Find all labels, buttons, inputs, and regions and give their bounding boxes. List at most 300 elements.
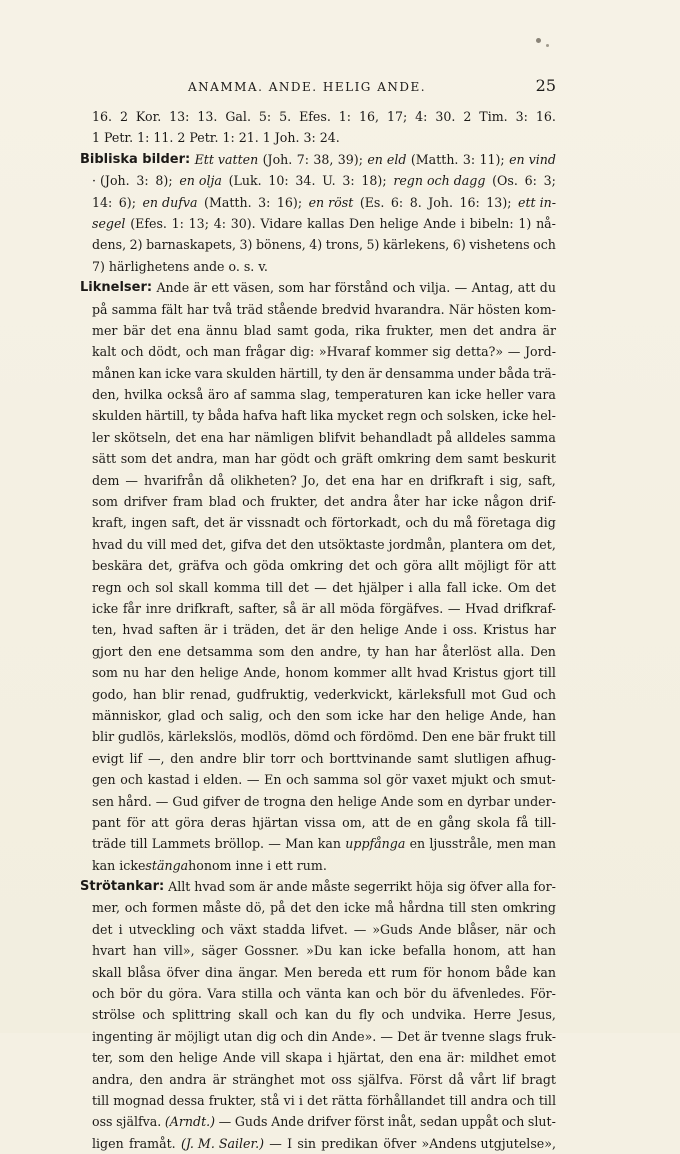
word: i [443, 622, 448, 638]
word: Först [409, 1071, 443, 1087]
word: regn och dagg [393, 173, 486, 189]
word: har [534, 622, 556, 638]
word: honom inne i ett rum. [188, 857, 327, 873]
word: det [150, 322, 172, 338]
word: må [453, 515, 473, 531]
word: gör [386, 772, 408, 788]
word: alla. [497, 643, 525, 659]
word: har [389, 707, 411, 723]
word: alldeles [456, 429, 506, 445]
word: 7: [296, 151, 309, 167]
word: sen [92, 793, 115, 809]
word: kan [305, 1007, 329, 1023]
word: splittring [172, 1007, 232, 1023]
word: till [130, 836, 148, 852]
word: den, [92, 387, 120, 403]
word: densamma [385, 365, 455, 381]
word: i [194, 772, 199, 788]
word: Allt [168, 879, 191, 895]
word: 6) [452, 237, 466, 253]
word: 18); [361, 173, 387, 189]
word: icke [455, 387, 482, 403]
word: sol [155, 579, 174, 595]
word: är [258, 879, 273, 895]
word: som [120, 451, 147, 467]
word: pant [92, 814, 121, 830]
word: 6: [390, 194, 404, 210]
word: Jo, [302, 472, 320, 488]
word: — [155, 793, 169, 809]
word: är [311, 622, 325, 638]
word: härtill, [279, 365, 323, 381]
word: i [489, 472, 494, 488]
word: i [223, 622, 228, 638]
word: olikheten? [230, 472, 297, 488]
word: af [233, 387, 246, 403]
word: hösten [477, 301, 521, 317]
word: Gossner. [244, 943, 300, 959]
word: det [175, 429, 197, 445]
word: förhållandet [367, 1092, 446, 1108]
word: en röst [308, 194, 354, 210]
word: stående [267, 301, 318, 317]
word: U. [322, 173, 336, 189]
word: drifkraf- [503, 600, 556, 616]
word: segerrikt [353, 879, 413, 895]
word: vaxet [412, 772, 447, 788]
text-line [92, 320, 556, 341]
word: detsamma [186, 643, 253, 659]
word: en [409, 836, 426, 852]
word: 3) [239, 237, 253, 253]
word: frukt [503, 729, 536, 745]
word: 5) [366, 237, 380, 253]
word: — [454, 280, 468, 296]
word: vara [527, 387, 556, 403]
word: samt [467, 451, 499, 467]
word: — [380, 1028, 393, 1044]
word: dig: [289, 344, 315, 360]
word: samma [510, 429, 556, 445]
word: gifver [202, 793, 240, 809]
word: det [290, 900, 311, 916]
word: andra, [92, 1071, 134, 1087]
text-line [92, 192, 556, 213]
word: om [507, 536, 528, 552]
word: 10: [268, 173, 289, 189]
word: hvad [416, 665, 448, 681]
word: frukter, [208, 1092, 257, 1108]
word: bragt [521, 1071, 556, 1087]
word: slags [488, 1028, 522, 1044]
word: båda [498, 365, 530, 381]
text-line [92, 726, 556, 747]
word: och [275, 1007, 298, 1023]
word: dina [205, 964, 233, 980]
word: det, [201, 536, 227, 552]
word: kan icke [92, 857, 146, 873]
word: Jesus, [518, 1007, 556, 1023]
word: uppåt [461, 1114, 499, 1130]
word: lifvet. [311, 921, 348, 937]
word: och [314, 451, 337, 467]
word: och [224, 558, 248, 574]
word: stänga [145, 857, 189, 873]
word: En [264, 772, 282, 788]
text-line [92, 534, 556, 555]
word: andre [199, 750, 237, 766]
word: 11); [479, 151, 505, 167]
word: kan [346, 986, 371, 1002]
word: nämligen [254, 429, 314, 445]
word: — [246, 772, 260, 788]
word: det [203, 515, 225, 531]
word: han [532, 707, 556, 723]
text-line [92, 427, 556, 448]
text-line [92, 769, 556, 790]
page-text [80, 106, 556, 1154]
word: frukter, [386, 322, 434, 338]
word: vill», [163, 943, 195, 959]
word: sig [432, 344, 451, 360]
word: när [505, 921, 528, 937]
word: och [381, 1007, 405, 1023]
word: och [392, 280, 416, 296]
word: fly [358, 1007, 375, 1023]
word: för [423, 964, 442, 980]
word: du [126, 536, 144, 552]
word: vissnadt [247, 515, 300, 531]
word: din [307, 1028, 328, 1044]
word: (Matth. [204, 194, 252, 210]
word: Kristus [483, 622, 529, 638]
word: den [149, 1050, 174, 1066]
text-line [92, 619, 556, 640]
word: skulden [92, 408, 142, 424]
word: —, [147, 750, 165, 766]
word: omkring [377, 451, 431, 467]
word: och [278, 986, 301, 1002]
word: emot [523, 1050, 556, 1066]
word: men [439, 322, 468, 338]
running-header [188, 76, 556, 98]
word: på [92, 301, 108, 317]
section-heading: Liknelser: [80, 280, 153, 296]
word: han [132, 686, 157, 702]
word: bönens, [255, 237, 306, 253]
word: ena [200, 429, 224, 445]
word: och [185, 344, 209, 360]
word: sin [297, 1135, 317, 1151]
word: de [395, 814, 412, 830]
word: evigt [92, 750, 124, 766]
word: är: [446, 1050, 465, 1066]
word: blir [242, 750, 265, 766]
word: dem [435, 451, 463, 467]
word: är [368, 365, 382, 381]
word: mognad [113, 1092, 165, 1108]
word: »Hvaraf [318, 344, 371, 360]
word: 14: [92, 194, 113, 210]
word: det [284, 622, 306, 638]
word: Kristus [452, 665, 499, 681]
word: man [213, 344, 241, 360]
word: (Luk. [228, 173, 262, 189]
ink-speck [546, 44, 549, 47]
word: 3: [462, 151, 476, 167]
word: nå- [536, 215, 556, 231]
word: blir [162, 686, 185, 702]
text-line [92, 491, 556, 512]
text-line [92, 1090, 556, 1111]
word: det [92, 921, 113, 937]
word: till [538, 665, 556, 681]
word: gifva [230, 536, 262, 552]
word: hafva [242, 408, 278, 424]
word: (Es. [359, 194, 385, 210]
word: väsen, [233, 280, 275, 296]
word: du [430, 986, 447, 1002]
word: renad, [189, 686, 232, 702]
word: vara [194, 365, 223, 381]
word: omkring [502, 900, 556, 916]
word: mer, [92, 900, 121, 916]
word: — [507, 344, 521, 360]
word: äfvenledes. [452, 986, 525, 1002]
word: så [282, 600, 297, 616]
word: sol [363, 772, 382, 788]
word: till- [534, 814, 556, 830]
word: 16: [459, 194, 480, 210]
word: godo, [92, 686, 128, 702]
word: Om [507, 579, 531, 595]
word: på [270, 900, 286, 916]
word: det [323, 494, 345, 510]
word: dig [535, 515, 556, 531]
word: Vara [207, 986, 237, 1002]
word: under [457, 365, 496, 381]
word: ängar. [238, 964, 279, 980]
word: vänta [306, 986, 342, 1002]
word: 16. [92, 109, 113, 124]
word: den [341, 365, 365, 381]
word: befalla [402, 943, 447, 959]
word: du [147, 986, 164, 1002]
section-heading: Bibliska bilder: [80, 151, 191, 167]
word: 16); [276, 194, 303, 210]
word: har [144, 665, 166, 681]
word: Antag, [471, 280, 514, 296]
word: bröllop. [214, 836, 265, 852]
word: Tim. [479, 109, 508, 124]
word: regn [387, 408, 417, 424]
word: gen [92, 772, 116, 788]
word: for- [533, 879, 556, 895]
word: stilla [241, 986, 273, 1002]
word: den [416, 707, 440, 723]
word: dens, [92, 237, 127, 253]
word: människor, [92, 707, 163, 723]
word: andre, [320, 643, 362, 659]
word: 1) [518, 215, 532, 231]
word: slut- [527, 1114, 556, 1130]
word: andra [350, 494, 388, 510]
word: mycket [337, 408, 384, 424]
text-line [92, 363, 556, 384]
word: den [330, 622, 354, 638]
text-line [92, 170, 556, 191]
word: salig, [228, 707, 264, 723]
word: »Du [306, 943, 333, 959]
word: solsken, [446, 408, 499, 424]
word: ene [451, 729, 475, 745]
word: själfva. [357, 1071, 404, 1087]
word: vi [283, 1092, 295, 1108]
word: härtill, [145, 408, 189, 424]
word: oss [92, 1114, 113, 1130]
word: få [516, 814, 529, 830]
word: (Os. [492, 173, 518, 189]
word: har [424, 494, 447, 510]
word: dem [92, 472, 120, 488]
text-line [92, 641, 556, 662]
word: kalt [92, 344, 117, 360]
word: barnaskapets, [146, 237, 236, 253]
word: skola [476, 814, 511, 830]
word: 30. [435, 109, 456, 124]
word: och [533, 921, 556, 937]
word: en [417, 814, 433, 830]
word: fall [446, 579, 467, 595]
word: först [354, 1114, 385, 1130]
word: blad [208, 494, 237, 510]
word: 5. [279, 109, 292, 124]
word: en vind [509, 151, 556, 167]
word: Efes. [299, 109, 331, 124]
word: den [315, 900, 340, 916]
word: är [423, 1028, 438, 1044]
word: vilja. [419, 280, 451, 296]
word: och [533, 237, 556, 253]
word: öfver [166, 964, 200, 980]
word: förstånd [334, 280, 389, 296]
word: träde [92, 836, 127, 852]
word: kallas [307, 215, 345, 231]
word: den [389, 1050, 414, 1066]
word: Ande [404, 622, 438, 638]
word: förtorkadt, [331, 515, 401, 531]
text-line [92, 1004, 556, 1025]
word: goda, [314, 322, 350, 338]
word: på [436, 429, 453, 445]
word: temperaturen [334, 387, 424, 403]
word: helige [337, 793, 377, 809]
word: som [229, 879, 256, 895]
word: det [325, 472, 346, 488]
word: beskurit [503, 451, 556, 467]
text-line [92, 127, 556, 148]
word: en eld [367, 151, 407, 167]
word: all [319, 600, 336, 616]
word: skall [238, 1007, 268, 1023]
word: Den [530, 643, 556, 659]
text-line [92, 341, 556, 362]
word: 4: [415, 109, 428, 124]
word: elden. [203, 772, 243, 788]
word: och [201, 921, 224, 937]
text-line [92, 791, 556, 812]
word: ler [92, 429, 110, 445]
word: helige [445, 707, 485, 723]
word: och [120, 344, 144, 360]
word: sedan [420, 1114, 458, 1130]
word: vishetens [469, 237, 530, 253]
word: lif [502, 1071, 516, 1087]
word: Det [397, 1028, 420, 1044]
text-line [80, 149, 556, 170]
text-line [92, 470, 556, 491]
word: det [307, 1092, 328, 1108]
text-line [92, 256, 556, 277]
word: icke [92, 600, 119, 616]
word: gjort [503, 665, 534, 681]
word: fördömd. [360, 729, 419, 745]
word: honom [285, 665, 329, 681]
word: gång [438, 814, 471, 830]
word: ter, [92, 1050, 114, 1066]
word: i [460, 215, 465, 231]
word: (J. M. Sailer.) [180, 1135, 265, 1151]
word: Kor. [135, 109, 162, 124]
word: andra [470, 1092, 508, 1108]
word: mjukt [451, 772, 488, 788]
word: tvenne [441, 1028, 485, 1044]
word: till [92, 1092, 110, 1108]
word: honom, [453, 943, 501, 959]
word: Ande [418, 921, 452, 937]
word: (Matth. [410, 151, 459, 167]
word: det [288, 579, 309, 595]
text-line [92, 1026, 556, 1047]
word: omkring [289, 558, 344, 574]
text-line [92, 1111, 556, 1132]
word: till [265, 579, 283, 595]
text-line [92, 512, 556, 533]
word: icke [165, 365, 192, 381]
word: saft, [171, 515, 200, 531]
word: ty [192, 408, 205, 424]
word: hel- [532, 408, 556, 424]
word: hvad [92, 536, 123, 552]
word: som [118, 1050, 145, 1066]
text-line [92, 1047, 556, 1068]
word: ingenting [92, 1028, 154, 1044]
word: hvad [194, 879, 226, 895]
word: 7) härlighetens ande o. s. v. [92, 258, 268, 274]
word: hårdna [398, 900, 445, 916]
word: bör [120, 986, 142, 1002]
word: till [448, 900, 467, 916]
word: den [296, 707, 321, 723]
word: allt [391, 665, 412, 681]
word: icke [452, 494, 479, 510]
word: bereda [317, 964, 363, 980]
word: kan [427, 387, 451, 403]
word: mildhet [469, 1050, 519, 1066]
word: — [125, 472, 139, 488]
word: bär [478, 729, 500, 745]
word: också [167, 387, 204, 403]
